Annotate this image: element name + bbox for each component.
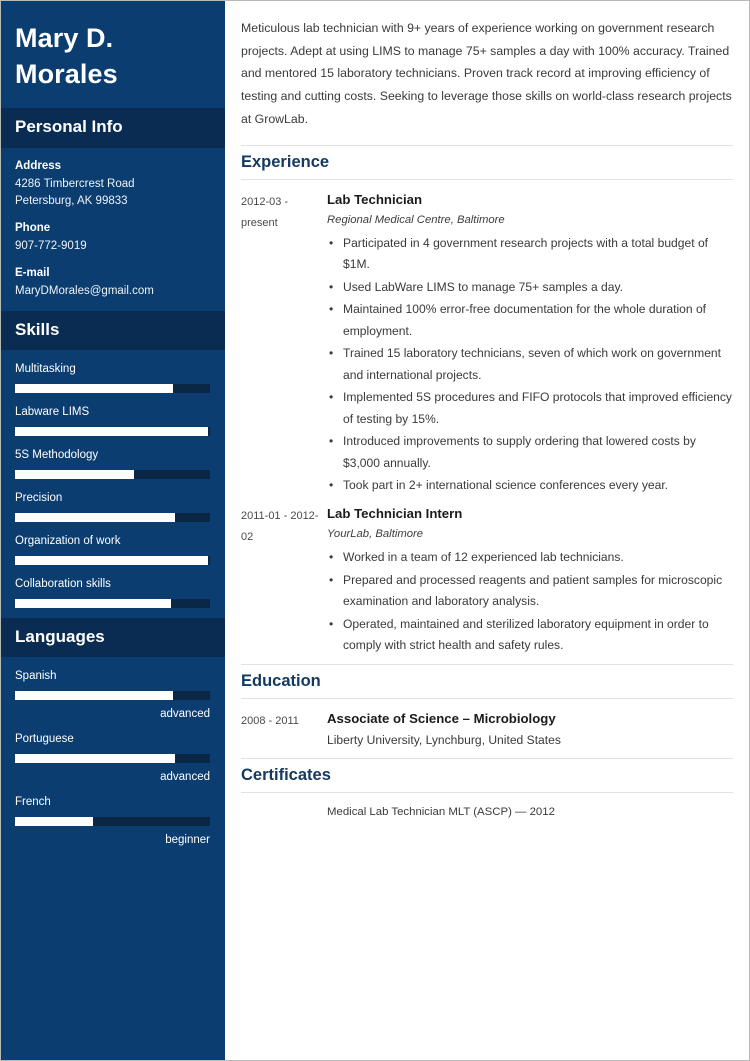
skill-meter-track — [15, 513, 210, 522]
education-body — [327, 709, 733, 750]
skill-meter-fill — [15, 599, 171, 608]
info-value-address-line1: 4286 Timbercrest Road — [15, 177, 135, 190]
experience-bullet: • Implemented 5S procedures and FIFO protocols that improved efficiency of testing by 15%. — [327, 387, 733, 430]
experience-bullet: • Prepared and processed reagents and patient samples for microscopic examination and laboratory analysis. — [327, 570, 733, 613]
info-group-address — [15, 160, 211, 212]
experience-bullet: • Operated, maintained and sterilized laboratory equipment in order to comply with strict health and safety rules. — [327, 614, 733, 657]
experience-bullet: • Participated in 4 government research projects with a total budget of $1M. — [327, 233, 733, 276]
language-label: Spanish — [15, 670, 57, 683]
skill-meter-track — [15, 599, 210, 608]
language-level: advanced — [160, 771, 210, 784]
language-level: advanced — [160, 708, 210, 721]
experience-body — [327, 190, 733, 498]
experience-employer: YourLab, Baltimore — [327, 528, 424, 541]
skill-row — [15, 534, 211, 565]
languages-body — [1, 657, 225, 856]
languages-heading-band — [1, 618, 225, 657]
language-meter-track — [15, 817, 210, 826]
language-label: Portuguese — [15, 733, 74, 746]
experience-bullet: • Used LabWare LIMS to manage 75+ samples a day. — [327, 277, 733, 299]
skill-label: Organization of work — [15, 535, 121, 548]
skill-label: Collaboration skills — [15, 577, 111, 590]
experience-heading: Experience — [241, 145, 733, 180]
skills-heading: Skills — [15, 319, 60, 339]
skill-meter-fill — [15, 513, 175, 522]
experience-bullet-list — [327, 233, 733, 497]
skill-row — [15, 405, 211, 436]
name-line-first: Mary D. — [15, 23, 114, 53]
education-dates: 2008 - 2011 — [241, 714, 299, 727]
language-meter-track — [15, 691, 210, 700]
sidebar — [1, 1, 225, 1060]
info-group-phone — [15, 222, 211, 256]
skill-meter-fill — [15, 556, 208, 565]
education-entry — [241, 709, 733, 750]
experience-body — [327, 504, 733, 658]
skill-row — [15, 362, 211, 393]
info-label-email: E-mail — [15, 267, 50, 280]
personal-info-heading: Personal Info — [15, 117, 123, 137]
language-row — [15, 732, 211, 783]
languages-heading: Languages — [15, 626, 105, 646]
personal-info-body — [1, 148, 225, 311]
experience-bullet: • Maintained 100% error-free documentation for the whole duration of employment. — [327, 299, 733, 342]
skill-meter-fill — [15, 427, 208, 436]
candidate-name — [1, 1, 225, 108]
certificates-heading: Certificates — [241, 758, 733, 793]
language-meter-fill — [15, 754, 175, 763]
experience-entry — [241, 504, 733, 658]
skill-label: Multitasking — [15, 363, 76, 376]
language-level: beginner — [165, 834, 210, 847]
personal-info-heading-band — [1, 108, 225, 147]
skill-meter-track — [15, 427, 210, 436]
experience-bullet: • Worked in a team of 12 experienced lab technicians. — [327, 547, 733, 569]
language-meter-fill — [15, 817, 93, 826]
language-row — [15, 669, 211, 720]
experience-employer: Regional Medical Centre, Baltimore — [327, 213, 505, 226]
info-label-phone: Phone — [15, 222, 51, 235]
info-value-address-line2: Petersburg, AK 99833 — [15, 195, 128, 208]
certificate-item: Medical Lab Technician MLT (ASCP) — 2012 — [327, 806, 555, 819]
experience-dates: 2012-03 - present — [241, 195, 289, 230]
profile-summary: Meticulous lab technician with 9+ years of experience working on government research projects. Adept at using LIMS to manage 75+ samples a day with 100% accuracy. Trained and mentored 15 laboratory technicians. Proven track record at improving efficiency of testing and cutting costs. Seeking to leverage those skills on world-class research projects at GrowLab. — [241, 21, 732, 126]
name-line-last: Morales — [15, 58, 118, 89]
experience-bullet: • Introduced improvements to supply ordering that lowered costs by $3,000 annually. — [327, 431, 733, 474]
skill-label: 5S Methodology — [15, 449, 99, 462]
experience-bullet-list — [327, 547, 733, 657]
skills-heading-band — [1, 311, 225, 350]
experience-bullet: • Trained 15 laboratory technicians, seven of which work on government and international projects. — [327, 343, 733, 386]
experience-job-title: Lab Technician Intern — [327, 505, 463, 521]
skill-meter-fill — [15, 384, 173, 393]
language-meter-track — [15, 754, 210, 763]
info-group-email — [15, 267, 211, 301]
skill-row — [15, 491, 211, 522]
experience-dates: 2011-01 - 2012-02 — [241, 509, 319, 544]
skill-meter-track — [15, 556, 210, 565]
education-degree: Associate of Science – Microbiology — [327, 710, 556, 726]
info-value-phone: 907-772-9019 — [15, 240, 87, 253]
skill-label: Labware LIMS — [15, 406, 90, 419]
language-meter-fill — [15, 691, 173, 700]
skills-body — [1, 350, 225, 618]
experience-entry — [241, 190, 733, 498]
info-label-address: Address — [15, 159, 62, 172]
info-value-email: MaryDMorales@gmail.com — [15, 285, 154, 298]
education-school: Liberty University, Lynchburg, United States — [327, 732, 561, 747]
skill-row — [15, 448, 211, 479]
skill-meter-track — [15, 384, 210, 393]
language-label: French — [15, 796, 51, 809]
education-heading: Education — [241, 664, 733, 699]
skill-row — [15, 577, 211, 608]
experience-job-title: Lab Technician — [327, 191, 423, 207]
experience-bullet: • Took part in 2+ international science conferences every year. — [327, 475, 733, 497]
skill-meter-fill — [15, 470, 134, 479]
skill-meter-track — [15, 470, 210, 479]
language-row — [15, 795, 211, 846]
main-column — [225, 1, 749, 1060]
skill-label: Precision — [15, 492, 63, 505]
